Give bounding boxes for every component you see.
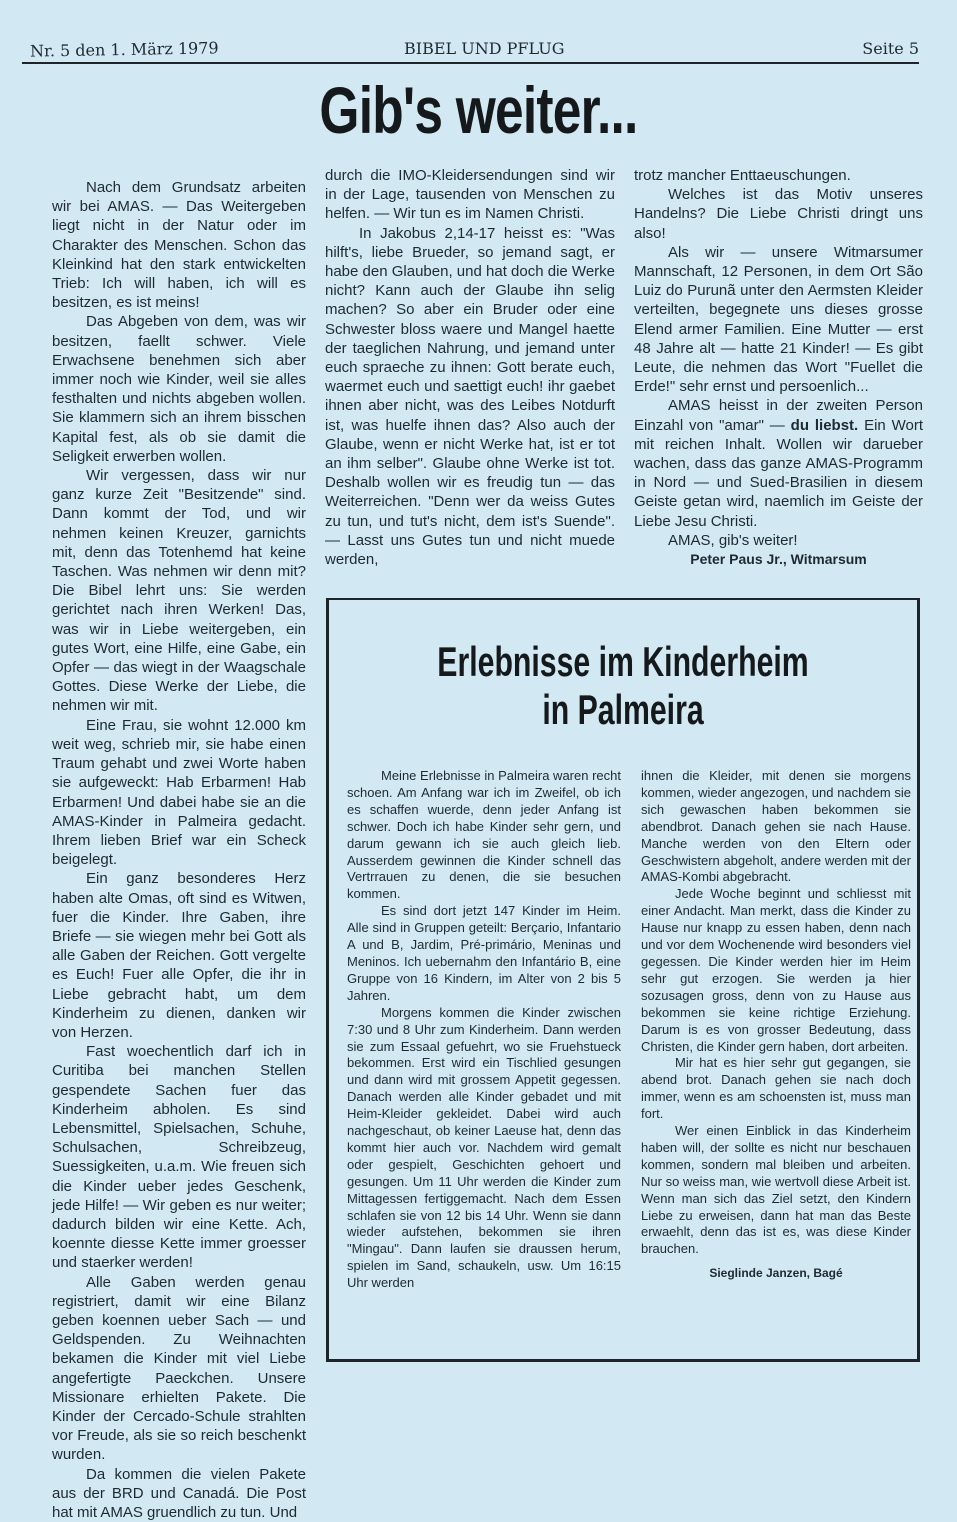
paragraph: Das Abgeben von dem, was wir besitzen, faellt schwer. Viele Erwachsene benehmen sich aber immer noch wie Kinder, weil sie alles festhalten und nichts abgeben wollen. Sie klammern sich an ihrem bisschen Kapital fest, als ob sie damit die Seligkeit erwerben wollen. xyxy=(52,313,306,465)
text: AMAS heisst in der zweiten Person Einzahl von "amar" — xyxy=(634,397,923,434)
paragraph: Eine Frau, sie wohnt 12.000 km weit weg, schrieb mir, sie habe einen Traum gehabt und zwei Worte haben sie aufgeweckt: Hab Erbarmen! Hab Erbarmen! Und dabei habe sie an die AMAS-Kinder in Palmeira gedacht. Ihrem lieben Brief war ein Scheck beigelegt. xyxy=(52,716,306,869)
paragraph: durch die IMO-Kleidersendungen sind wir in der Lage, tausenden von Menschen zu helfen. — Wir tun es im Namen Christi. xyxy=(325,167,615,223)
paragraph: Mir hat es hier sehr gut gegangen, sie abend brot. Danach gehen sie nach doch immer, wenn es am schoensten ist, muss man fort. xyxy=(641,1055,911,1122)
article2-column-2 xyxy=(641,768,911,1282)
author-signature: Sieglinde Janzen, Bagé xyxy=(709,1266,843,1281)
paragraph: In Jakobus 2,14-17 heisst es: "Was hilft's, liebe Brueder, so jemand sagt, er habe den Glauben, und hat doch die Werke nicht? Kann auch der Glaube ihn selig machen? So aber ein Bruder oder eine Schwester bloss waere und Mangel haette der taeglichen Nahrung, und jemand unter euch spraeche zu ihnen: Gott berate euch, waermet euch und saettigt euch! ihr gaebet ihnen aber nicht, was des Leibes Notdurft ist, was huelfe ihnen das? Also auch der Glaube, wenn er nicht Werke hat, ist er tot an ihm selber". Glaube ohne Werke ist tot. Deshalb wollen wir es freudig tun — das Weiterreichen. "Denn wer da weiss Gutes zu tun, und tut's nicht, dem ist's Suende". — Lasst uns Gutes tun und nicht muede werden, xyxy=(325,224,615,569)
page-header xyxy=(22,36,919,64)
paragraph: Nach dem Grundsatz arbeiten wir bei AMAS. — Das Weitergeben liegt nicht in der Natur oder im Charakter des Menschen. Schon das Kleinkind hat den stark entwickelten Trieb: Ich will haben, ich will es besitzen, es ist meins! xyxy=(52,179,306,312)
paragraph: Wer einen Einblick in das Kinderheim haben will, der sollte es nicht nur beschauen kommen, sondern mal bleiben und arbeiten. Nur so weiss man, wie wertvoll diese Arbeit ist. Wenn man sich das Ziel setzt, den Kindern Liebe zu erweisen, dann hat man das Beste erwaehlt, denn das ist es, was diese Kinder brauchen. xyxy=(641,1123,911,1257)
article2-box xyxy=(326,598,920,1362)
article1-column-2 xyxy=(325,166,615,569)
text: Ein Wort mit reichen Inhalt. Wollen wir darueber wachen, dass das ganze AMAS-Programm in Nord — und Sued-Brasilien in diesem Geiste getan wird, naemlich im Geiste der Liebe Jesu Christi. xyxy=(634,416,924,530)
paragraph: AMAS, gib's weiter! xyxy=(668,531,798,549)
paragraph: Alle Gaben werden genau registriert, damit wir eine Bilanz geben koennen ueber Sach — und Geldspenden. Zu Weihnachten bekamen die Kinder mit viel Liebe angefertigte Paeckchen. Unsere Missionare erhielten Pakete. Die Kinder der Cercado-Schule strahlten vor Freude, als sie so reich beschenkt wurden. xyxy=(52,1273,306,1464)
article2-column-1 xyxy=(347,768,621,1292)
paragraph: ihnen die Kleider, mit denen sie morgens kommen, wieder angezogen, und nachdem sie sich gewaschen haben bekommen sie abendbrot. Danach gehen sie nach Hause. Manche werden von den Eltern oder Geschwistern abgeholt, andere werden mit der AMAS-Kombi abgebracht. xyxy=(641,768,911,885)
paragraph: Es sind dort jetzt 147 Kinder im Heim. Alle sind in Gruppen geteilt: Berçario, Infantario A und B, Jardim, Pré-primário, Meninas und Meninos. Ich uebernahm den Infantário B, eine Gruppe von 16 Kindern, im Alter von 2 bis 5 Jahren. xyxy=(347,903,621,1003)
article-title-gibs-weiter: Gib's weiter... xyxy=(319,73,638,147)
paragraph: Wir vergessen, dass wir nur ganz kurze Zeit "Besitzende" sind. Dann kommt der Tod, und wir nehmen keinen Kreuzer, garnichts mit, denn das Totenhemd hat keine Taschen. Was nehmen wir denn mit? Die Bibel lehrt uns: Sie werden gerichtet nach ihren Werken! Das, was wir in Liebe weitergeben, ein gutes Wort, eine Hilfe, eine Gabe, ein Opfer — das wiegt in der Waagschale Gottes. Diese Werke der Liebe, die nehmen wir mit. xyxy=(52,467,306,715)
title-line: Erlebnisse im Kinderheim xyxy=(437,638,809,685)
paragraph: Jede Woche beginnt und schliesst mit einer Andacht. Man merkt, dass die Kinder zu Hause nur knapp zu essen haben, denn nach und vor dem Wochenende wird besonders viel gegessen. Die Kinder werden hier im Heim sehr gut erzogen. Sie werden ja hier sozusagen gross, denn von zu Hause aus bekommen sie keine richtige Erziehung. Darum is es von grosser Bedeutung, dass Christen, die Kinder gern haben, dort arbeiten. xyxy=(641,886,911,1054)
paragraph: Fast woechentlich darf ich in Curitiba bei manchen Stellen gespendete Sachen fuer das Kinderheim abholen. Es sind Lebensmittel, Spielsachen, Schuhe, Schulsachen, Schreibzeug, Suessigkeiten, u.a.m. Wie freuen sich die Kinder ueber jedes Geschenk, jede Hilfe! — Wir geben es nur weiter; dadurch bilden wir eine Kette. Ach, koennte diesse Kette immer groesser und staerker werden! xyxy=(52,1043,306,1272)
paragraph: trotz mancher Enttaeuschungen. xyxy=(634,167,851,184)
publication-name: BIBEL UND PFLUG xyxy=(404,39,565,58)
paragraph: Morgens kommen die Kinder zwischen 7:30 und 8 Uhr zum Kinderheim. Dann werden sie zum Essaal gefuehrt, wo sie Fruehstueck bekommen. Erst wird ein Tischlied gesungen und dann wird mit grossem Appetit gegessen. Danach werden alle Kinder gebadet und mit Heim-Kleider gekleidet. Dabei wird auch nachgeschaut, ob keiner Laeuse hat, denn das kommt hier auch vor. Nachdem wird gemalt oder gespielt, Geschichten gehoert und gesungen. Um 11 Uhr werden die Kinder zum Mittagessen fertiggemacht. Nach dem Essen schlafen sie von 12 bis 14 Uhr. Wenn sie dann wieder aufstehen, bekommen sie ihren "Mingau". Dann laufen sie draussen herum, spielen im Sand, schaukeln, usw. Um 16:15 Uhr werden xyxy=(347,1004,621,1291)
paragraph: Ein ganz besonderes Herz haben alte Omas, oft sind es Witwen, fuer die Kinder. Ihre Gaben, ihre Briefe — sie wiegen mehr bei Gott als alle Gaben der Reichen. Gott vergelte es Euch! Fuer alle Opfer, die ihr in Liebe gebracht habt, um dem Kinderheim zu dienen, danken wir von Herzen. xyxy=(52,870,306,1041)
article-title-erlebnisse xyxy=(411,638,834,734)
author-signature: Peter Paus Jr., Witmarsum xyxy=(690,551,867,568)
issue-date: Nr. 5 den 1. März 1979 xyxy=(29,38,219,61)
page-number: Seite 5 xyxy=(862,39,919,58)
paragraph: Als wir — unsere Witmarsumer Mannschaft, 12 Personen, in dem Ort São Luiz do Purunã unter den Aermsten Kleider verteilten, begegnete uns dieses grosse Elend armer Familien. Eine Mutter — erst 48 Jahre alt — hatte 21 Kinder! — Es gibt Leute, die nehmen das Wort "Fuellet die Erde!" sehr ernst und persoenlich... xyxy=(634,243,923,396)
emphasis-text: du liebst. xyxy=(790,416,859,434)
article1-column-1 xyxy=(52,178,306,1522)
paragraph: Welches ist das Motiv unseres Handelns? Die Liebe Christi dringt uns also! xyxy=(634,186,923,242)
title-line: in Palmeira xyxy=(542,686,704,733)
paragraph xyxy=(634,396,923,530)
paragraph: Meine Erlebnisse in Palmeira waren recht schoen. Am Anfang war ich im Zweifel, ob ich es schaffen wuerde, denn jeder Anfang ist schwer. Doch ich habe Kinder sehr gern, und darum gewann ich sie auch gleich lieb. Ausserdem gewinnen die Kinder schnell das Vertrrauen zu denen, die sie besuchen kommen. xyxy=(347,768,621,902)
paragraph: Da kommen die vielen Pakete aus der BRD und Canadá. Die Post hat mit AMAS gruendlich zu tun. Und xyxy=(52,1465,306,1522)
article1-column-3 xyxy=(634,166,923,569)
